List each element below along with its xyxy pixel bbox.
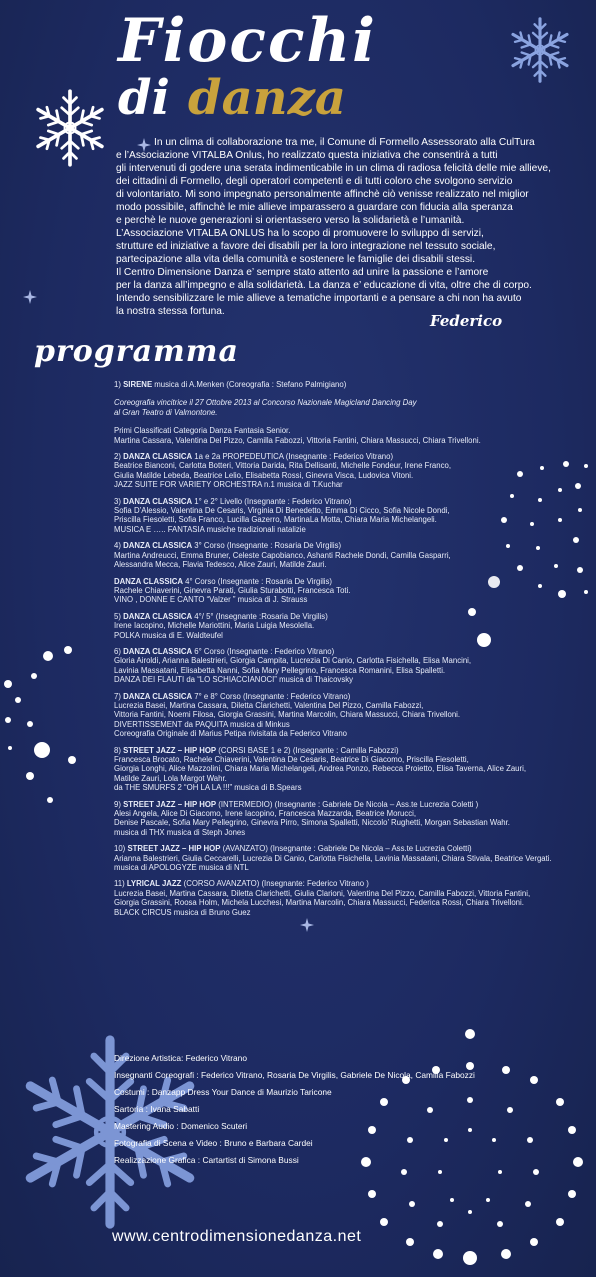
program-number: 5) bbox=[114, 611, 124, 621]
program-entry bbox=[114, 497, 584, 535]
program-title: programma bbox=[34, 334, 239, 369]
credit-line: Mastering Audio : Domenico Scuteri bbox=[114, 1121, 248, 1131]
program-name: DANZA CLASSICA bbox=[114, 576, 184, 586]
program-line: Beatrice Bianconi, Carlotta Botteri, Vittoria Darida, Rita Dellisanti, Michelle Fondeur, Irene Franco, bbox=[114, 461, 452, 471]
program-detail: (INTERMEDIO) (Insegnante : Gabriele De Nicola – Ass.te Lucrezia Coletti ) bbox=[216, 799, 479, 809]
program-number: 9) bbox=[114, 799, 124, 809]
program-heading bbox=[114, 497, 584, 506]
program-list bbox=[114, 380, 584, 924]
program-number: 1) bbox=[114, 380, 124, 389]
snowflake-icon bbox=[34, 91, 106, 165]
program-detail: 6° Corso (Insegnante : Federico Vitrano) bbox=[192, 646, 335, 656]
snowflake-icon bbox=[509, 19, 570, 81]
program-detail: 1° e 2° Livello (Insegnante : Federico Vitrano) bbox=[192, 496, 352, 506]
program-line: JAZZ SUITE FOR VARIETY ORCHESTRA n.1 musica di T.Kuchar bbox=[114, 480, 343, 490]
program-entry bbox=[114, 577, 584, 605]
credits bbox=[114, 1050, 475, 1169]
credit-line: Realizzazione Grafica : Cartartist di Simona Bussi bbox=[114, 1155, 299, 1165]
program-detail: (CORSO AVANZATO) (Insegnante: Federico Vitrano ) bbox=[181, 879, 369, 889]
program-detail: (AVANZATO) (Insegnante : Gabriele De Nicola – Ass.te Lucrezia Coletti) bbox=[220, 844, 472, 854]
program-heading bbox=[114, 380, 584, 389]
program-detail: musica di A.Menken (Coreografia : Stefano Palmigiano) bbox=[152, 380, 347, 389]
program-name: STREET JAZZ – HIP HOP bbox=[123, 799, 217, 809]
program-entry bbox=[114, 452, 584, 490]
program-heading bbox=[114, 746, 584, 755]
credit-line: Sartoria : Ivana Sabatti bbox=[114, 1104, 200, 1114]
program-line: Martina Cassara, Valentina Del Pizzo, Camilla Fabozzi, Vittoria Fantini, Chiara Massucci, Chiara Trivelloni. bbox=[114, 435, 481, 445]
program-line: musica di THX musica di Steph Jones bbox=[114, 827, 246, 837]
program-entry bbox=[114, 612, 584, 640]
program-line: DANZA DEI FLAUTI da “LO SCHIACCIANOCI” musica di Thaicovsky bbox=[114, 675, 354, 685]
program-heading bbox=[114, 692, 584, 701]
intro-line: gli intervenuti di godere una serata indimenticabile in un clima di radiosa felicità delle mie allieve, bbox=[116, 163, 551, 174]
program-line: BLACK CIRCUS musica di Bruno Guez bbox=[114, 907, 251, 917]
intro-line: di volontariato. Mi sono impegnato personalmente affinchè ciò venisse realizzato nel miglior bbox=[116, 189, 529, 200]
program-line: Giulia Matilde Lebeda, Beatrice Lelio, Elisabetta Rossi, Ginevra Visca, Ludovica Vitoni. bbox=[114, 470, 414, 480]
program-heading bbox=[114, 541, 584, 550]
program-detail: 7° e 8° Corso (Insegnante : Federico Vitrano) bbox=[192, 691, 351, 701]
intro-line: per la danza all’impegno e alla solidarietà. La danza e’ educazione di vita, oltre che di corpo. bbox=[116, 280, 532, 291]
title-line-1: Fiocchi bbox=[118, 6, 377, 76]
program-name: STREET JAZZ – HIP HOP bbox=[123, 745, 217, 755]
program-name: DANZA CLASSICA bbox=[123, 496, 193, 506]
title-line-2-prefix: di bbox=[118, 70, 170, 126]
program-entry bbox=[114, 879, 584, 917]
program-number: 7) bbox=[114, 691, 124, 701]
title-line-2-accent: danza bbox=[188, 70, 346, 126]
program-line: Giorgia Longhi, Alice Mazzolini, Chiara Maria Michelangeli, Andrea Ponzo, Rebecca Proietto, Elisa Taverna, Alice Zauri, bbox=[114, 764, 527, 774]
program-entry bbox=[114, 541, 584, 569]
program-entry bbox=[114, 800, 584, 838]
program-line: Irene Iacopino, Michelle Mariottini, Maria Luigia Mesolella. bbox=[114, 621, 315, 631]
program-entry bbox=[114, 380, 584, 445]
intro-line: In un clima di collaborazione tra me, il Comune di Formello Assessorato alla CulTura bbox=[154, 137, 535, 148]
program-number: 6) bbox=[114, 646, 124, 656]
program-line: Alesi Angela, Alice Di Giacomo, Irene Iacopino, Francesca Mazzarda, Beatrice Morucci, bbox=[114, 809, 417, 819]
program-line: Francesca Brocato, Rachele Chiaverini, Valentina De Cesaris, Beatrice Di Giacomo, Priscilla Fiesoletti, bbox=[114, 755, 469, 764]
program-line: al Gran Teatro di Valmontone. bbox=[114, 407, 218, 417]
program-name: LYRICAL JAZZ bbox=[126, 879, 182, 889]
program-name: DANZA CLASSICA bbox=[123, 452, 193, 462]
program-entry bbox=[114, 746, 584, 793]
intro-line: Intendo sensibilizzare le mie allieve a tematiche importanti e a pensare a chi non ha avuto bbox=[116, 293, 522, 304]
program-line: musica di APOLOGYZE musica di NTL bbox=[114, 863, 249, 873]
intro-line: e l’Associazione VITALBA Onlus, ho realizzato questa iniziativa che consentirà a tutti bbox=[116, 150, 498, 161]
program-number: 10) bbox=[114, 844, 128, 854]
program-line: Matilde Zauri, Lola Margot Wahr. bbox=[114, 773, 227, 783]
program-line: POLKA musica di E. Waldteufel bbox=[114, 630, 223, 640]
program-line: Rachele Chiaverini, Ginevra Parati, Giulia Sturabotti, Francesca Toti. bbox=[114, 585, 351, 595]
program-line: Martina Andreucci, Emma Bruner, Celeste Capobianco, Ashanti Rachele Dondi, Camilla Gasparri, bbox=[114, 550, 451, 560]
program-line: Denise Pascale, Sofia Mary Pellegrino, Ginevra Pirro, Simona Spalletti, Niccolo’ Rughetti, Morgan Sebastian Wahr. bbox=[114, 818, 510, 828]
program-name: DANZA CLASSICA bbox=[123, 646, 193, 656]
program-line: Lavinia Massatani, Elisabetta Nanni, Sofia Mary Pellegrino, Francesca Romanini, Elisa Spalletti. bbox=[114, 665, 446, 675]
intro-line: e perchè le nuove generazioni si orientassero verso la solidarietà e l’umanità. bbox=[116, 215, 465, 226]
credit-line: Direzione Artistica: Federico Vitrano bbox=[114, 1053, 247, 1063]
credit-line: Fotografia di Scena e Video : Bruno e Barbara Cardei bbox=[114, 1138, 313, 1148]
program-line: Primi Classificati Categoria Danza Fantasia Senior. bbox=[114, 426, 291, 436]
program-number: 3) bbox=[114, 496, 124, 506]
program-line: Giorgia Grassini, Roosa Holm, Michela Lucchesi, Martina Marcolin, Chiara Massucci, Federica Rossi, Chiara Trivelloni. bbox=[114, 898, 524, 908]
program-detail: 1a e 2a PROPEDEUTICA (Insegnante : Federico Vitrano) bbox=[192, 452, 394, 462]
credit-line: Costumi : Danzapp Dress Your Dance di Maurizio Taricone bbox=[114, 1087, 332, 1097]
program-number: 4) bbox=[114, 541, 124, 551]
program-heading bbox=[114, 452, 584, 461]
program-entry bbox=[114, 647, 584, 685]
program-line: MUSICA E ….. FANTASIA musiche tradizionali natalizie bbox=[114, 524, 306, 534]
program-line: Coreografia vincitrice il 27 Ottobre 2013 al Concorso Nazionale Magicland Dancing Day bbox=[114, 398, 417, 408]
program-heading bbox=[114, 844, 584, 853]
program-line: da THE SMURFS 2 “OH LA LA !!!” musica di B.Spears bbox=[114, 783, 302, 793]
program-name: DANZA CLASSICA bbox=[123, 691, 193, 701]
intro-line: strutture ed iniziative a favore dei disabili per la loro integrazione nel tessuto sociale, bbox=[116, 241, 496, 252]
program-name: SIRENE bbox=[123, 380, 153, 389]
website-link[interactable]: www.centrodimensionedanza.net bbox=[112, 1228, 362, 1245]
program-entry bbox=[114, 692, 584, 739]
program-entry bbox=[114, 844, 584, 872]
intro-line: dei cittadini di Formello, degli operatori competenti e di tutti coloro che svolgono servizio bbox=[116, 176, 513, 187]
program-heading bbox=[114, 647, 584, 656]
program-number: 11) bbox=[114, 879, 127, 889]
program-number: 2) bbox=[114, 452, 124, 462]
program-number: 8) bbox=[114, 745, 124, 755]
intro-line: partecipazione alla vita della comunità e sostenere le famiglie dei disabili stessi. bbox=[116, 254, 476, 265]
program-detail: 4°/ 5° (Insegnante :Rosaria De Virgilis) bbox=[192, 611, 328, 621]
intro-line: L’Associazione VITALBA ONLUS ha lo scopo di promuovere lo sviluppo di servizi, bbox=[116, 228, 484, 239]
program-line: VINO , DONNE E CANTO “Valzer ” musica di J. Strauss bbox=[114, 595, 308, 605]
intro-line: modo possibile, affinchè le mie allieve imparassero a guardare con fiducia alla speranza bbox=[116, 202, 513, 213]
signature: Federico bbox=[430, 312, 503, 330]
program-line: Gloria Airoldi, Arianna Balestrieri, Giorgia Campita, Lucrezia Di Canio, Carlotta Fisichella, Elisa Mancini, bbox=[114, 656, 472, 666]
intro-line: la nostra stessa fortuna. bbox=[116, 306, 225, 317]
program-line: Coreografia Originale di Marius Petipa rivisitata da Federico Vitrano bbox=[114, 729, 348, 739]
program-detail: 4° Corso (Insegnante : Rosaria De Virgilis) bbox=[183, 576, 333, 586]
program-name: DANZA CLASSICA bbox=[123, 611, 193, 621]
program-detail: (CORSI BASE 1 e 2) (Insegnante : Camilla Fabozzi) bbox=[216, 745, 399, 755]
program-name: DANZA CLASSICA bbox=[123, 541, 193, 551]
program-line: Lucrezia Basei, Martina Cassara, Diletta Clarichetti, Valentina Del Pizzo, Camilla Fabozzi, bbox=[114, 700, 424, 710]
program-heading bbox=[114, 577, 584, 586]
program-line: Lucrezia Basei, Martina Cassara, Diletta Clarichetti, Giulia Clarioni, Valentina Del Pizzo, Camilla Fabozzi, Vittoria Fantini, bbox=[114, 888, 531, 898]
program-line: Sofia D’Alessio, Valentina De Cesaris, Virginia Di Benedetto, Emma Di Cicco, Sofia Nicole Dondi, bbox=[114, 506, 450, 516]
program-line: DIVERTISSEMENT da PAQUITA musica di Minkus bbox=[114, 719, 290, 729]
program-line: Arianna Balestrieri, Giulia Ceccarelli, Lucrezia Di Canio, Carlotta Fisichella, Lavinia Massatani, Chiara Stivala, Beatrice Vergati. bbox=[114, 853, 552, 863]
program-name: STREET JAZZ – HIP HOP bbox=[127, 844, 221, 854]
program-line: Alessandra Mecca, Flavia Tedesco, Alice Zauri, Matilde Zauri. bbox=[114, 560, 327, 570]
program-line: Priscilla Fiesoletti, Sofia Franco, Lucilla Gazerro, MartinaLa Motta, Chiara Maria Michelangeli. bbox=[114, 515, 437, 525]
program-detail: 3° Corso (Insegnante : Rosaria De Virgilis) bbox=[192, 541, 342, 551]
credit-line: Insegnanti Coreografi : Federico Vitrano, Rosaria De Virgilis, Gabriele De Nicola, Camilla Fabozzi bbox=[114, 1070, 475, 1080]
program-heading bbox=[114, 879, 584, 888]
program-line: Vittoria Fantini, Noemi Filosa, Giorgia Grassini, Martina Marcolin, Chiara Massucci, Chiara Trivelloni. bbox=[114, 710, 461, 720]
intro-line: Il Centro Dimensione Danza e’ sempre stato attento ad unire la passione e l’amore bbox=[116, 267, 489, 278]
program-heading bbox=[114, 800, 584, 809]
program-heading bbox=[114, 612, 584, 621]
intro-text bbox=[116, 136, 556, 318]
